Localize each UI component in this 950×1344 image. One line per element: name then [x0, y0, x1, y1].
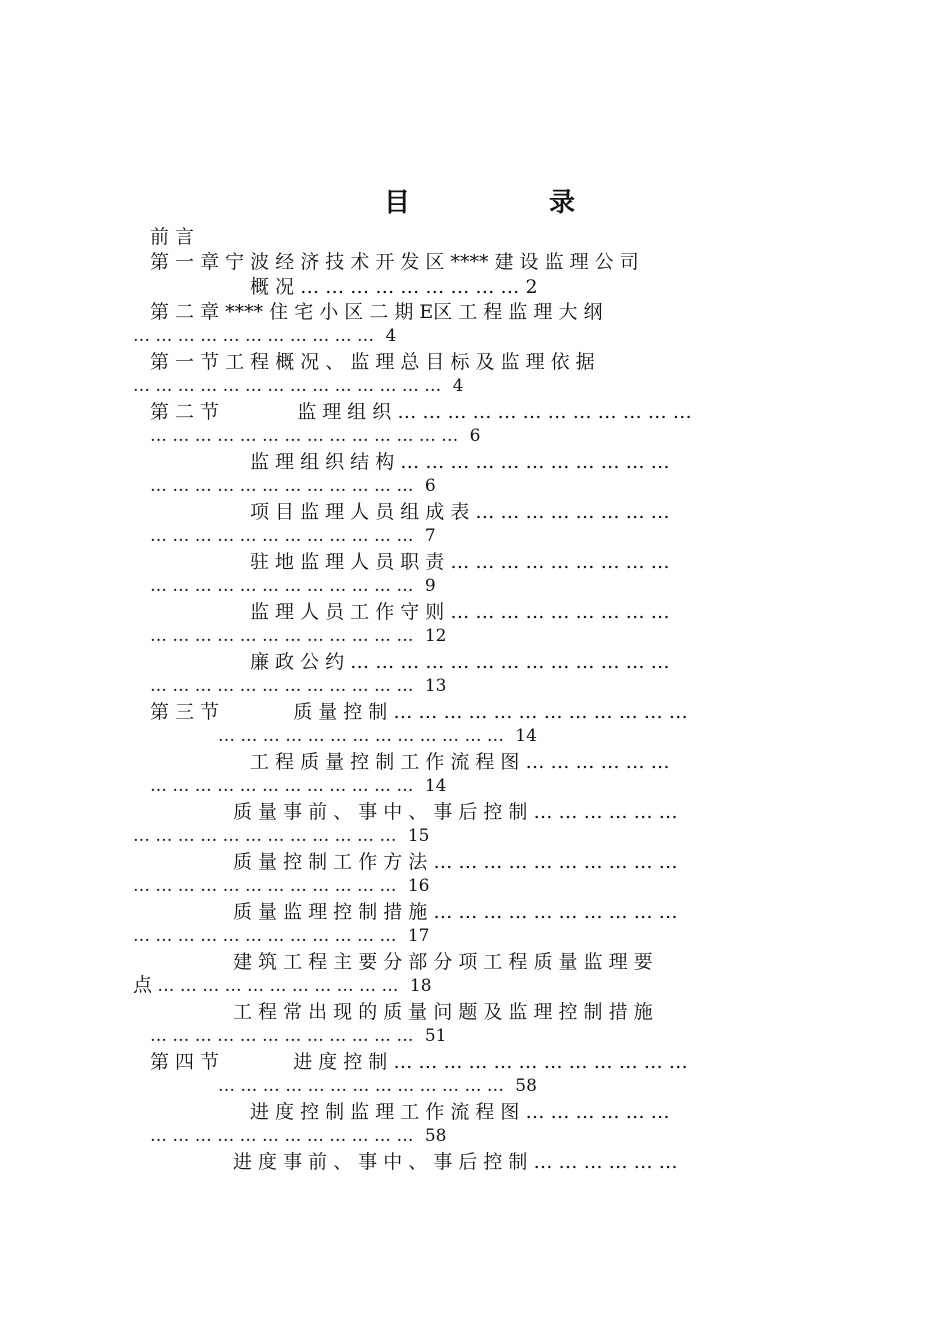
toc-subsection-leader [150, 575, 436, 597]
toc-subsection-leader [133, 925, 430, 947]
toc-subsection-leader [133, 825, 430, 847]
toc-leader-dots: … … … … … … … … … … … … … … [150, 426, 459, 446]
toc-section-2 [150, 399, 692, 425]
toc-section-title: 进 度 控 制 [293, 1051, 388, 1073]
title-char-left: 目 [384, 188, 411, 218]
toc-leader-dots: … … … … … … … … … … … … … [350, 651, 670, 673]
toc-section-3-leader [218, 725, 537, 747]
toc-leader-dots: … … … … … … … … … … … [133, 326, 375, 346]
toc-subsection-title: 进 度 控 制 监 理 工 作 流 程 图 [250, 1101, 520, 1123]
toc-leader-dots: … … … … … … … … … … … … [150, 626, 414, 646]
toc-leader-dots: … … … … … … [525, 751, 670, 773]
toc-leader-dots: … … … … … … [525, 1101, 670, 1123]
toc-section-3 [150, 699, 688, 725]
toc-page-number: 6 [424, 476, 436, 496]
toc-subsection [250, 649, 670, 675]
toc-subsection-leader [150, 1025, 447, 1047]
title-char-right: 录 [549, 188, 576, 218]
toc-page-number: 16 [407, 876, 430, 896]
toc-section-4-leader [218, 1075, 537, 1097]
toc-leader-dots: … … … … … … [533, 1151, 678, 1173]
toc-leader-dots: … … … … … … … … … … … [157, 976, 399, 996]
toc-leader-dots: … … … … … … … … … … [433, 901, 678, 923]
toc-leader-dots: … … … … … … … … … … … … [150, 676, 414, 696]
toc-subsection [233, 799, 678, 825]
toc-leader-dots: … … … … … … … … … … … … [150, 576, 414, 596]
toc-subsection: 建 筑 工 程 主 要 分 部 分 项 工 程 质 量 监 理 要 [233, 951, 653, 973]
toc-subsection [250, 549, 670, 575]
toc-leader-dots: … … … … … … … … … … … … [150, 1026, 414, 1046]
toc-page-number: 14 [424, 776, 447, 796]
toc-leader-dots: … … … … … … … … … … … … [150, 526, 414, 546]
toc-subsection-leader [150, 525, 436, 547]
toc-section-label: 第 三 节 [150, 701, 220, 723]
toc-leader-dots: … … … … … … … … … [450, 601, 670, 623]
toc-chapter-2: 第 二 章 **** 住 宅 小 区 二 期 E区 工 程 监 理 大 纲 [150, 301, 603, 323]
toc-leader-dots: … … … … … … … … … … … … [150, 476, 414, 496]
toc-page-number: 15 [407, 826, 430, 846]
toc-leader-dots: … … … … … … … … … … … … … [218, 1076, 504, 1096]
toc-page-number: 2 [525, 276, 538, 298]
toc-section-title: 监 理 组 织 [297, 401, 392, 423]
toc-leader-dots: … … … … … … … … [475, 501, 670, 523]
toc-subsection-leader [150, 675, 447, 697]
toc-leader-dots: … … … … … … … … … … … … [393, 701, 688, 723]
toc-page-number: 14 [515, 726, 537, 746]
toc-section-title: 质 量 控 制 [293, 701, 388, 723]
toc-leader-dots: … … … … … … … … … … … … … … [133, 376, 442, 396]
toc-section-1: 第 一 节 工 程 概 况 、 监 理 总 目 标 及 监 理 依 据 [150, 351, 595, 373]
toc-section-label: 第 二 节 [150, 401, 220, 423]
toc-page-number: 58 [515, 1076, 537, 1096]
toc-chapter-1: 第 一 章 宁 波 经 济 技 术 开 发 区 **** 建 设 监 理 公 司 [150, 251, 639, 273]
toc-chapter-1-cont-text: 概 况 [250, 276, 295, 298]
toc-subsection-title: 质 量 监 理 控 制 措 施 [233, 901, 428, 923]
toc-leader-dots: … … … … … … … … … [450, 551, 670, 573]
toc-subsection [250, 599, 670, 625]
page-title [0, 182, 950, 222]
toc-subsection [233, 849, 678, 875]
toc-subsection-title: 质 量 控 制 工 作 方 法 [233, 851, 428, 873]
toc-leader-dots: … … … … … … … … … … … … [150, 776, 414, 796]
toc-page-number: 58 [424, 1126, 447, 1146]
toc-subsection-title: 廉 政 公 约 [250, 651, 345, 673]
toc-leader-dots: … … … … … … … … … … [433, 851, 678, 873]
toc-page-number: 6 [469, 426, 481, 446]
toc-page-number: 17 [407, 926, 430, 946]
toc-subsection-title: 工 程 质 量 控 制 工 作 流 程 图 [250, 751, 520, 773]
toc-leader-dots: … … … … … … [533, 801, 678, 823]
toc-page-number: 9 [424, 576, 436, 596]
toc-subsection-title: 监 理 人 员 工 作 守 则 [250, 601, 445, 623]
toc-subsection [233, 899, 678, 925]
toc-section-2-leader [150, 425, 480, 447]
toc-leader-dots: … … … … … … … … … … … … [393, 1051, 688, 1073]
toc-leader-dots: … … … … … … … … … … … … [133, 926, 397, 946]
toc-leader-dots: … … … … … … … … … … … … [133, 876, 397, 896]
toc-leader-dots: … … … … … … … … … [300, 276, 526, 298]
toc-page-number: 4 [385, 326, 397, 346]
toc-subsection-leader [150, 775, 447, 797]
toc-section-4 [150, 1049, 688, 1075]
toc-subsection-title: 进 度 事 前 、 事 中 、 事 后 控 制 [233, 1151, 528, 1173]
toc-preface: 前 言 [150, 226, 195, 248]
toc-leader-dots: … … … … … … … … … … … … [133, 826, 397, 846]
toc-subsection [250, 499, 670, 525]
toc-subsection [250, 449, 670, 475]
toc-page-number: 12 [424, 626, 447, 646]
toc-page-number: 4 [452, 376, 464, 396]
toc-subsection-cont: 点 [133, 974, 153, 996]
toc-subsection-title: 项 目 监 理 人 员 组 成 表 [250, 501, 470, 523]
toc-leader-dots: … … … … … … … … … … … … [150, 1126, 414, 1146]
toc-subsection [250, 1099, 670, 1125]
toc-page-number: 51 [424, 1026, 447, 1046]
toc-subsection-leader [133, 875, 430, 897]
toc-chapter-1-continued [250, 274, 538, 300]
toc-leader-dots: … … … … … … … … … … … [400, 451, 670, 473]
toc-subsection-leader [133, 974, 432, 996]
toc-subsection-title: 驻 地 监 理 人 员 职 责 [250, 551, 445, 573]
toc-chapter-2-leader [133, 325, 396, 347]
toc-subsection-leader [150, 625, 447, 647]
toc-subsection: 工 程 常 出 现 的 质 量 问 题 及 监 理 控 制 措 施 [233, 1001, 653, 1023]
toc-section-1-leader [133, 375, 463, 397]
toc-page-number: 13 [424, 676, 447, 696]
toc-subsection [250, 749, 670, 775]
toc-subsection-leader [150, 475, 436, 497]
toc-section-label: 第 四 节 [150, 1051, 220, 1073]
toc-subsection-title: 质 量 事 前 、 事 中 、 事 后 控 制 [233, 801, 528, 823]
toc-page-number: 7 [424, 526, 436, 546]
toc-leader-dots: … … … … … … … … … … … … [397, 401, 692, 423]
toc-subsection-leader [150, 1125, 447, 1147]
toc-subsection [233, 1149, 678, 1175]
toc-leader-dots: … … … … … … … … … … … … … [218, 726, 504, 746]
toc-subsection-title: 监 理 组 织 结 构 [250, 451, 395, 473]
toc-page-number: 18 [409, 976, 432, 996]
